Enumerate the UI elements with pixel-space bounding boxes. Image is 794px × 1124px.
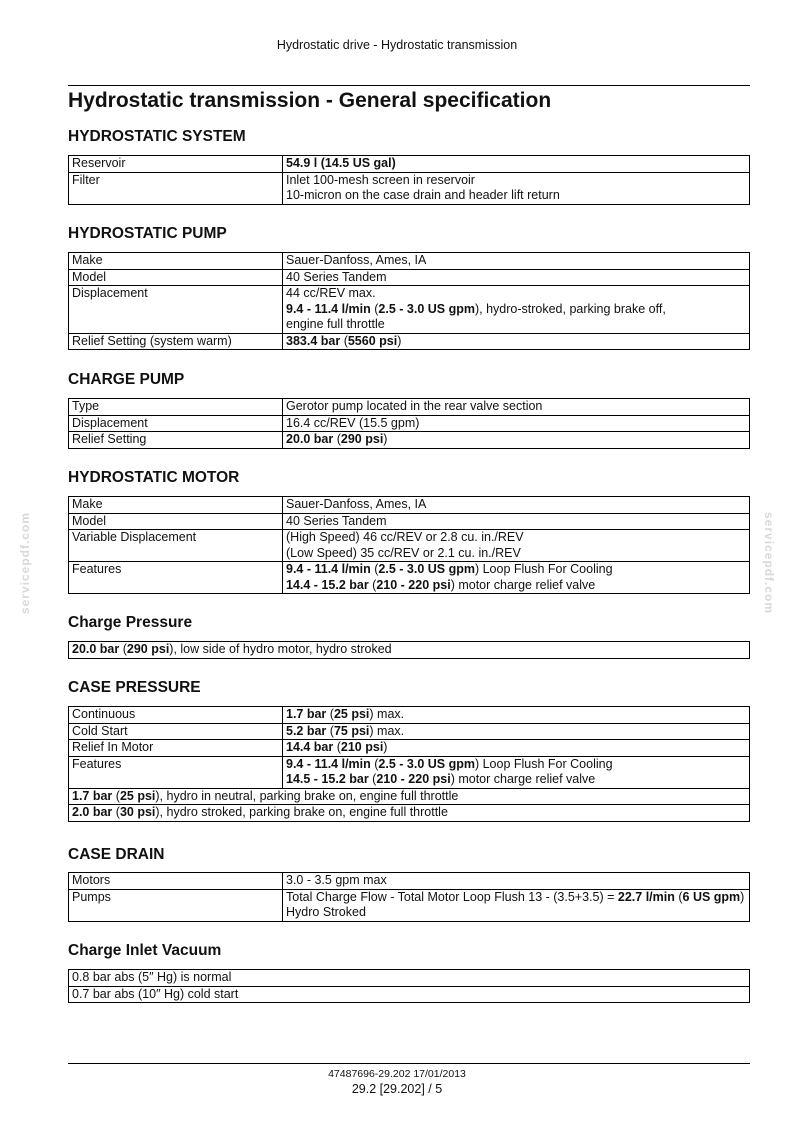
label-cell: Motors — [69, 873, 283, 890]
value-cell — [283, 530, 750, 562]
table-row — [69, 156, 750, 173]
value-line — [286, 302, 746, 318]
value-text: Inlet 100-mesh screen in reservoir — [286, 172, 475, 187]
value-text: ), low side of hydro motor, hydro stroked — [169, 642, 392, 656]
label-cell: Filter — [69, 172, 283, 204]
value-emphasis: 9.4 - 11.4 l/min — [286, 756, 371, 771]
section-heading-hydrostatic-motor: HYDROSTATIC MOTOR — [68, 469, 240, 486]
label-cell: Make — [69, 253, 283, 270]
value-emphasis: 14.4 - 15.2 bar — [286, 577, 369, 592]
value-text: ( — [370, 756, 379, 771]
watermark-left: servicepdf.com — [18, 512, 32, 615]
value-line — [72, 789, 746, 805]
value-text: ( — [119, 642, 127, 656]
section-heading-case-pressure: CASE PRESSURE — [68, 679, 201, 696]
value-line — [72, 987, 746, 1003]
value-text: ), hydro stroked, parking brake on, engine full throttle — [155, 805, 448, 819]
value-cell — [283, 399, 750, 416]
value-text: ) Hydro Stroked — [286, 889, 745, 919]
value-emphasis: 210 - 220 psi — [376, 577, 451, 592]
value-line — [286, 173, 746, 189]
label-cell: Features — [69, 756, 283, 788]
value-text: 10-micron on the case drain and header lift return — [286, 188, 560, 202]
value-line — [286, 334, 746, 350]
section-heading-charge-pressure: Charge Pressure — [68, 614, 193, 631]
value-text: Total Charge Flow - Total Motor Loop Flush 13 - (3.5+3.5) = — [286, 889, 618, 904]
value-emphasis: 9.4 - 11.4 l/min — [286, 301, 371, 316]
value-emphasis: 9.4 - 11.4 l/min — [286, 562, 371, 576]
value-line — [286, 432, 746, 448]
value-text: ( — [368, 577, 377, 592]
value-emphasis: 2.5 - 3.0 US gpm — [378, 301, 475, 316]
value-text: engine full throttle — [286, 317, 385, 331]
value-text: ) — [383, 740, 388, 754]
value-text: ) — [397, 333, 402, 348]
value-emphasis: 210 - 220 psi — [376, 772, 451, 786]
value-text: ) Loop Flush For Cooling — [474, 562, 613, 576]
spec-table-charge-pressure — [68, 641, 750, 659]
value-line — [286, 188, 746, 204]
table-row — [69, 415, 750, 432]
value-emphasis: 210 psi — [340, 740, 384, 754]
label-cell: Reservoir — [69, 156, 283, 173]
value-line — [286, 286, 746, 302]
label-cell: Continuous — [69, 707, 283, 724]
value-cell — [283, 740, 750, 757]
value-text: 3.0 - 3.5 gpm max — [286, 873, 387, 887]
value-emphasis: 22.7 l/min — [617, 889, 675, 904]
footer-page-number: 29.2 [29.202] / 5 — [351, 1082, 443, 1096]
value-cell — [283, 723, 750, 740]
value-cell — [283, 562, 750, 594]
full-width-cell — [69, 970, 750, 987]
table-row — [69, 788, 750, 805]
table-row — [69, 333, 750, 350]
spec-table-case-drain — [68, 872, 750, 922]
label-cell: Relief Setting — [69, 432, 283, 449]
table-row — [69, 756, 750, 788]
table-row — [69, 432, 750, 449]
label-cell: Type — [69, 399, 283, 416]
table-row — [69, 253, 750, 270]
full-width-cell — [69, 788, 750, 805]
value-text: ) Loop Flush For Cooling — [474, 756, 613, 771]
value-text: Gerotor pump located in the rear valve section — [286, 399, 543, 413]
value-cell — [283, 707, 750, 724]
value-line — [72, 642, 746, 658]
value-cell — [283, 513, 750, 530]
page-header: Hydrostatic drive - Hydrostatic transmission — [276, 38, 518, 52]
value-line — [286, 890, 746, 921]
value-emphasis: 290 psi — [340, 432, 384, 446]
value-line — [286, 757, 746, 773]
spec-table-hydrostatic-pump — [68, 252, 750, 350]
value-emphasis: 290 psi — [126, 642, 170, 656]
value-emphasis: 20.0 bar — [72, 642, 120, 656]
value-text: ), hydro-stroked, parking brake off, — [474, 301, 666, 316]
section-heading-hydrostatic-system: HYDROSTATIC SYSTEM — [68, 128, 246, 145]
value-line — [286, 578, 746, 594]
value-text: ( — [333, 432, 341, 446]
value-emphasis: 1.7 bar — [72, 788, 113, 803]
value-cell — [283, 172, 750, 204]
value-line — [286, 399, 746, 415]
value-line — [72, 805, 746, 821]
value-emphasis: 20.0 bar — [286, 432, 334, 446]
value-text: (Low Speed) 35 cc/REV or 2.1 cu. in./REV — [286, 545, 521, 560]
value-cell — [283, 889, 750, 921]
value-emphasis: 2.0 bar — [72, 805, 113, 819]
spec-table-hydrostatic-motor — [68, 496, 750, 594]
value-emphasis: 1.7 bar — [286, 707, 327, 721]
value-text: ( — [326, 707, 334, 721]
value-cell — [283, 269, 750, 286]
full-width-cell — [69, 805, 750, 822]
value-line — [286, 546, 746, 562]
table-row — [69, 986, 750, 1003]
value-text: ( — [326, 723, 334, 738]
table-row — [69, 642, 750, 659]
value-cell — [283, 333, 750, 350]
label-cell: Cold Start — [69, 723, 283, 740]
header-rule — [68, 85, 750, 86]
label-cell: Model — [69, 513, 283, 530]
label-cell: Displacement — [69, 286, 283, 334]
section-heading-charge-pump: CHARGE PUMP — [68, 371, 185, 388]
value-line — [72, 970, 746, 986]
table-row — [69, 172, 750, 204]
value-cell — [283, 873, 750, 890]
spec-table-hydrostatic-system — [68, 155, 750, 205]
value-emphasis: 5560 psi — [347, 333, 398, 348]
value-text: 40 Series Tandem — [286, 269, 387, 284]
table-row — [69, 562, 750, 594]
table-row — [69, 286, 750, 334]
value-cell — [283, 415, 750, 432]
value-text: ), hydro in neutral, parking brake on, engine full throttle — [155, 788, 459, 803]
label-cell: Displacement — [69, 415, 283, 432]
value-line — [286, 772, 746, 788]
value-cell — [283, 156, 750, 173]
full-width-cell — [69, 986, 750, 1003]
footer-doc-code: 47487696-29.202 17/01/2013 — [328, 1068, 466, 1080]
table-row — [69, 873, 750, 890]
value-line — [286, 514, 746, 530]
value-line — [286, 156, 746, 172]
value-emphasis: 2.5 - 3.0 US gpm — [378, 756, 475, 771]
value-text: ( — [112, 788, 120, 803]
value-text: 0.7 bar abs (10″ Hg) cold start — [72, 986, 239, 1001]
value-text: ) motor charge relief valve — [450, 772, 596, 786]
value-line — [286, 724, 746, 740]
table-row — [69, 269, 750, 286]
table-row — [69, 707, 750, 724]
value-line — [286, 253, 746, 269]
value-text: ) max. — [369, 707, 405, 721]
table-row — [69, 970, 750, 987]
table-row — [69, 723, 750, 740]
value-emphasis: 54.9 l (14.5 US gal) — [286, 156, 396, 170]
value-cell — [283, 432, 750, 449]
table-row — [69, 513, 750, 530]
table-row — [69, 530, 750, 562]
value-text: (High Speed) 46 cc/REV or 2.8 cu. in./REV — [286, 530, 524, 544]
value-text: ( — [370, 562, 379, 576]
value-emphasis: 2.5 - 3.0 US gpm — [378, 562, 475, 576]
value-emphasis: 25 psi — [333, 707, 370, 721]
value-cell — [283, 756, 750, 788]
table-row — [69, 889, 750, 921]
value-emphasis: 75 psi — [333, 723, 370, 738]
value-text: ( — [112, 805, 120, 819]
value-text: ) max. — [369, 723, 405, 738]
section-heading-charge-inlet-vacuum: Charge Inlet Vacuum — [68, 942, 222, 959]
value-line — [286, 707, 746, 723]
value-emphasis: 14.5 - 15.2 bar — [286, 772, 369, 786]
value-line — [286, 497, 746, 513]
spec-table-charge-pump — [68, 398, 750, 449]
value-emphasis: 14.4 bar — [286, 740, 334, 754]
label-cell: Variable Displacement — [69, 530, 283, 562]
spec-table-case-pressure — [68, 706, 750, 822]
value-text: ( — [370, 301, 379, 316]
table-row — [69, 399, 750, 416]
value-text: Sauer-Danfoss, Ames, IA — [286, 497, 427, 511]
value-text: ( — [333, 740, 341, 754]
value-text: ( — [674, 889, 683, 904]
value-text: Sauer-Danfoss, Ames, IA — [286, 253, 427, 267]
value-text: ( — [340, 333, 348, 348]
label-cell: Relief In Motor — [69, 740, 283, 757]
value-line — [286, 317, 746, 333]
value-line — [286, 270, 746, 286]
watermark-right: servicepdf.com — [762, 512, 776, 615]
table-row — [69, 497, 750, 514]
label-cell: Pumps — [69, 889, 283, 921]
value-emphasis: 6 US gpm — [682, 889, 741, 904]
value-text: 44 cc/REV max. — [286, 286, 376, 300]
value-emphasis: 5.2 bar — [286, 723, 327, 738]
value-line — [286, 873, 746, 889]
spec-table-charge-inlet-vacuum — [68, 969, 750, 1003]
value-text: ) — [383, 432, 388, 446]
label-cell: Model — [69, 269, 283, 286]
value-text: 0.8 bar abs (5″ Hg) is normal — [72, 970, 232, 984]
table-row — [69, 805, 750, 822]
value-cell — [283, 497, 750, 514]
section-heading-hydrostatic-pump: HYDROSTATIC PUMP — [68, 225, 227, 242]
full-width-cell — [69, 642, 750, 659]
table-row — [69, 740, 750, 757]
label-cell: Features — [69, 562, 283, 594]
value-text: ) motor charge relief valve — [450, 577, 596, 592]
value-line — [286, 416, 746, 432]
value-emphasis: 25 psi — [119, 788, 156, 803]
document-title: Hydrostatic transmission - General specification — [68, 89, 552, 112]
value-line — [286, 562, 746, 578]
value-text: 16.4 cc/REV (15.5 gpm) — [286, 415, 420, 430]
value-line — [286, 530, 746, 546]
value-emphasis: 30 psi — [119, 805, 156, 819]
label-cell: Make — [69, 497, 283, 514]
value-text: 40 Series Tandem — [286, 513, 387, 528]
value-emphasis: 383.4 bar — [286, 333, 341, 348]
value-line — [286, 740, 746, 756]
section-heading-case-drain: CASE DRAIN — [68, 846, 165, 863]
value-text: ( — [368, 772, 377, 786]
value-cell — [283, 253, 750, 270]
label-cell: Relief Setting (system warm) — [69, 333, 283, 350]
footer-rule — [68, 1063, 750, 1064]
value-cell — [283, 286, 750, 334]
